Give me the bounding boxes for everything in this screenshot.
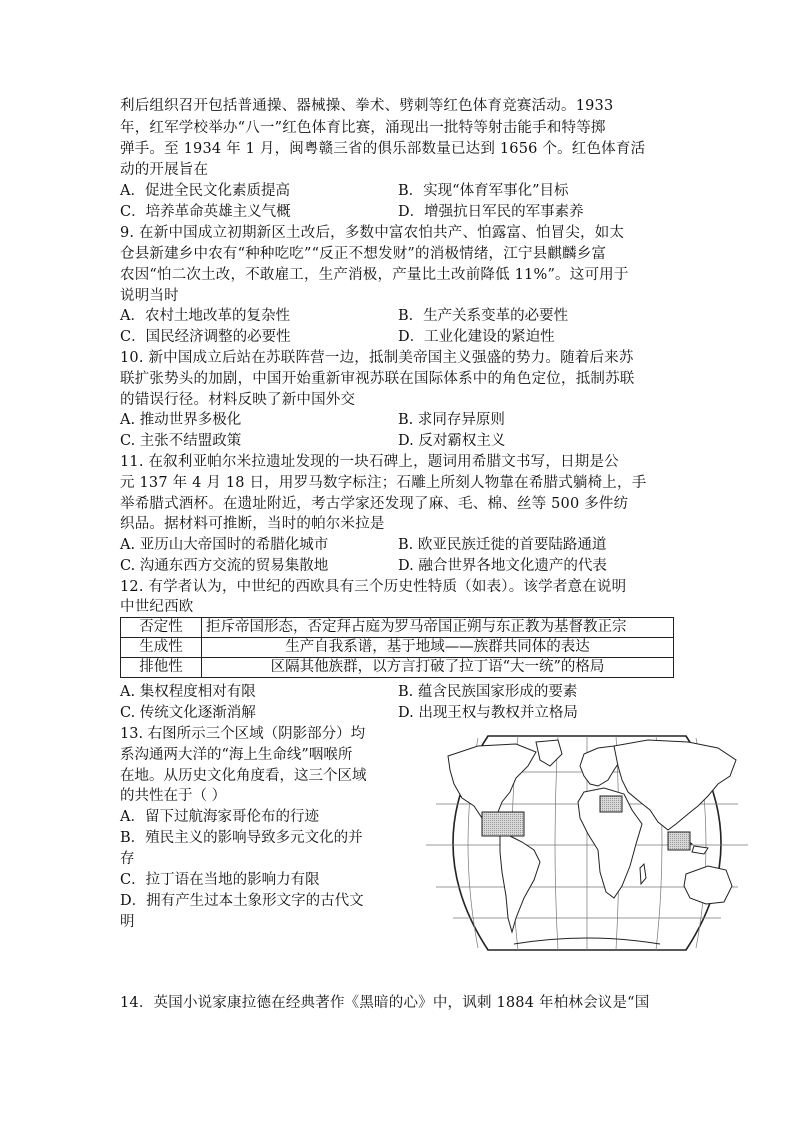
q9-line-3: 农因“怕二次土改，不敢雇工，生产消极，产量比土改前降低 11%”。这可用于 (120, 267, 629, 283)
q13-option-a: A．留下过航海家哥伦布的行迹 (120, 809, 319, 825)
q13-line-1: 13. 右图所示三个区域（阴影部分）均 (120, 726, 366, 742)
shaded-region-suez (600, 796, 622, 812)
q8-option-b: B．实现“体育军事化”目标 (398, 183, 569, 199)
table-key-cell: 否定性 (121, 618, 202, 638)
q13-option-d: D．拥有产生过本土象形文字的古代文 (120, 893, 364, 909)
q13-line-2: 系沟通两大洋的“海上生命线”咽喉所 (120, 747, 353, 763)
q11-option-b: B. 欧亚民族迁徙的首要陆路通道 (398, 537, 607, 553)
q12-option-b: B. 蕴含民族国家形成的要素 (398, 684, 578, 700)
table-row (121, 638, 674, 658)
q10-option-c: C. 主张不结盟政策 (120, 433, 242, 449)
q11-option-c: C. 沟通东西方交流的贸易集散地 (120, 558, 329, 574)
shaded-region-malacca (668, 832, 690, 850)
table-row (121, 618, 674, 638)
q12-option-c: C. 传统文化逐渐消解 (120, 705, 256, 721)
table-value-cell: 生产自我系谱，基于地域——族群共同体的表达 (202, 638, 674, 658)
q12-feature-table (120, 617, 674, 678)
q12-option-d: D. 出现王权与教权并立格局 (398, 705, 578, 721)
q11-line-3: 举希腊式酒杯。在遗址附近，考古学家还发现了麻、毛、棉、丝等 500 多件纺 (120, 496, 629, 512)
world-map-figure (418, 732, 756, 954)
q11-option-a: A. 亚历山大帝国时的希腊化城市 (120, 537, 329, 553)
q10-line-2: 联扩张势头的加剧，中国开始重新审视苏联在国际体系中的角色定位，抵制苏联 (120, 371, 635, 387)
q9-line-4: 说明当时 (120, 288, 179, 304)
q12-line-1: 12. 有学者认为，中世纪的西欧具有三个历史性特质（如表）。该学者意在说明 (120, 579, 627, 595)
q9-option-a: A．农村土地改革的复杂性 (120, 308, 290, 324)
q10-line-3: 的错误行径。材料反映了新中国外交 (120, 392, 356, 408)
q11-option-d: D. 融合世界各地文化遗产的代表 (398, 558, 607, 574)
q13-option-b-cont: 存 (120, 851, 135, 867)
intro-line-2: 年，红军学校举办“八一”红色体育比赛，涌现出一批特等射击能手和特等掷 (120, 120, 606, 136)
q12-option-a: A. 集权程度相对有限 (120, 684, 256, 700)
table-key-cell: 生成性 (121, 638, 202, 658)
intro-line-1: 利后组织召开包括普通操、器械操、拳术、劈刺等红色体育竞赛活动。1933 (120, 98, 614, 114)
table-key-cell: 排他性 (121, 658, 202, 678)
australia (684, 866, 732, 904)
table-value-cell: 拒斥帝国形态，否定拜占庭为罗马帝国正朔与东正教为基督教正宗 (202, 618, 674, 638)
q13-option-c: C．拉丁语在当地的影响力有限 (120, 872, 320, 888)
q11-line-1: 11. 在叙利亚帕尔米拉遗址发现的一块石碑上，题词用希腊文书写，日期是公 (120, 454, 619, 470)
q13-line-3: 在地。从历史文化角度看，这三个区域 (120, 768, 367, 784)
q13-line-4: 的共性在于（ ） (120, 788, 227, 804)
q10-option-d: D. 反对霸权主义 (398, 433, 506, 449)
q9-option-b: B．生产关系变革的必要性 (398, 308, 569, 324)
table-row (121, 658, 674, 678)
q14-line-1: 14．英国小说家康拉德在经典著作《黑暗的心》中，讽刺 1884 年柏林会议是“国 (120, 995, 650, 1011)
q12-line-2: 中世纪西欧 (120, 599, 194, 615)
q8-option-d: D．增强抗日军民的军事素养 (398, 204, 584, 220)
q11-line-4: 织品。据材料可推断，当时的帕尔米拉是 (120, 516, 385, 532)
table-value-cell: 区隔其他族群，以方言打破了拉丁语“大一统”的格局 (202, 658, 674, 678)
q9-line-1: 9. 在新中国成立初期新区土改后，多数中富农怕共产、怕露富、怕冒尖，如太 (120, 225, 625, 241)
q9-option-c: C．国民经济调整的必要性 (120, 329, 291, 345)
q13-option-d-cont: 明 (120, 914, 135, 930)
q10-option-b: B. 求同存异原则 (398, 412, 505, 428)
q10-option-a: A. 推动世界多极化 (120, 412, 242, 428)
q9-option-d: D．工业化建设的紧迫性 (398, 329, 555, 345)
q8-option-a: A．促进全民文化素质提高 (120, 183, 290, 199)
q8-option-c: C．培养革命英雄主义气概 (120, 204, 291, 220)
q11-line-2: 元 137 年 4 月 18 日，用罗马数字标注；石雕上所刻人物靠在希腊式躺椅上，手 (120, 475, 647, 491)
shaded-region-panama (482, 812, 524, 836)
q10-line-1: 10. 新中国成立后站在苏联阵营一边，抵制美帝国主义强盛的势力。随着后来苏 (120, 350, 634, 366)
intro-line-4: 动的开展旨在 (120, 162, 209, 178)
intro-line-3: 弹手。至 1934 年 1 月，闽粤赣三省的俱乐部数量已达到 1656 个。红色体育活 (120, 141, 646, 157)
q13-option-b: B．殖民主义的影响导致多元文化的并 (120, 830, 363, 846)
q9-line-2: 仓县新建乡中农有“种种吃吃”“反正不想发财”的消极情绪，江宁县麒麟乡富 (120, 246, 607, 262)
